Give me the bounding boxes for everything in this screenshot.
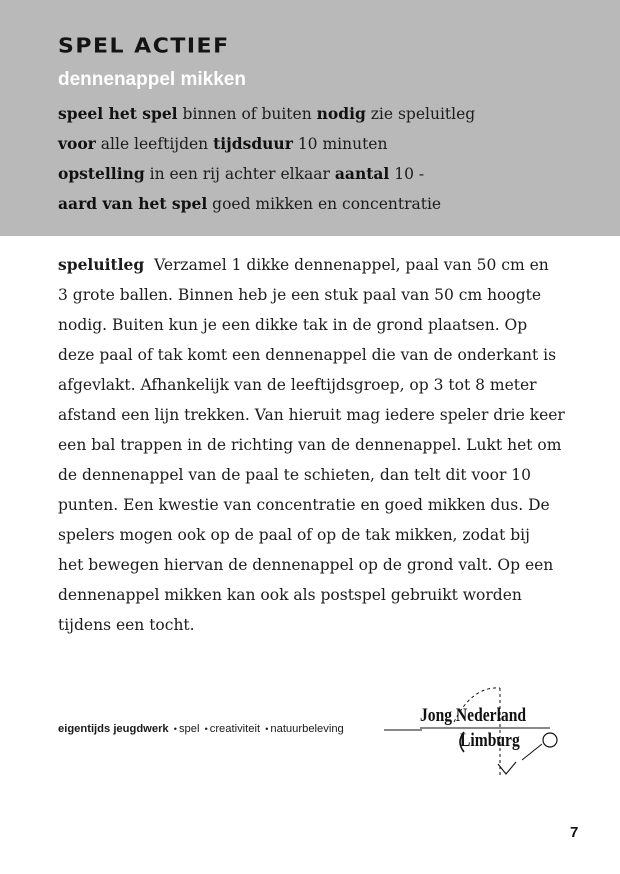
description-line: dennenappel mikken kan ook als postspel gebruikt worden bbox=[58, 586, 522, 604]
description-line: tijdens een tocht. bbox=[58, 616, 195, 634]
info-label: voor bbox=[58, 134, 96, 153]
info-label: opstelling bbox=[58, 164, 145, 183]
description-line: afstand een lijn trekken. Van hieruit mag iedere speler drie keer bbox=[58, 406, 565, 424]
info-row-3 bbox=[58, 164, 424, 183]
description-line: deze paal of tak komt een dennenappel die van de onderkant is bbox=[58, 346, 557, 364]
logo-text-limburg: Limburg bbox=[460, 730, 520, 751]
info-value: alle leeftijden bbox=[100, 135, 209, 153]
description-line: de dennenappel van de paal te schieten, dan telt dit voor 10 bbox=[58, 466, 532, 484]
info-value: zie speluitleg bbox=[370, 105, 476, 123]
game-description bbox=[58, 250, 570, 640]
jong-nederland-limburg-logo bbox=[382, 682, 572, 786]
info-value: goed mikken en concentratie bbox=[212, 195, 442, 213]
logo-text-jong-nederland: Jong Nederland bbox=[420, 705, 527, 726]
game-name: dennenappel mikken bbox=[58, 69, 246, 90]
footer-tagline bbox=[58, 723, 344, 735]
info-row-2 bbox=[58, 134, 387, 153]
info-value: in een rij achter elkaar bbox=[149, 165, 330, 183]
info-value: 10 - bbox=[394, 165, 425, 183]
section-title: SPEL ACTIEF bbox=[58, 35, 230, 58]
info-label: tijdsduur bbox=[213, 134, 293, 153]
tagline-item: natuurbeleving bbox=[270, 723, 344, 735]
bullet-separator: • bbox=[173, 724, 177, 734]
info-label: aantal bbox=[334, 164, 390, 183]
description-line: spelers mogen ook op de paal of op de tak mikken, zodat bij bbox=[58, 526, 530, 544]
info-row-1 bbox=[58, 104, 475, 123]
info-label: speel het spel bbox=[58, 104, 178, 123]
description-line: een bal trappen in de richting van de dennenappel. Lukt het om bbox=[58, 436, 562, 454]
info-value: 10 minuten bbox=[297, 135, 388, 153]
description-label: speluitleg bbox=[58, 255, 145, 274]
description-line: punten. Een kwestie van concentratie en goed mikken dus. De bbox=[58, 496, 550, 514]
description-line: afgevlakt. Afhankelijk van de leeftijdsgroep, op 3 tot 8 meter bbox=[58, 376, 537, 394]
page-number: 7 bbox=[570, 824, 579, 841]
tagline-bold: eigentijds jeugdwerk bbox=[58, 723, 169, 735]
info-label: aard van het spel bbox=[58, 194, 208, 213]
description-line: speluitleg Verzamel 1 dikke dennenappel, paal van 50 cm en bbox=[58, 255, 549, 274]
tagline-item: creativiteit bbox=[209, 723, 261, 735]
description-line: nodig. Buiten kun je een dikke tak in de grond plaatsen. Op bbox=[58, 316, 528, 334]
info-row-4 bbox=[58, 194, 441, 213]
bullet-separator: • bbox=[204, 724, 208, 734]
header-band bbox=[0, 0, 620, 236]
description-line: 3 grote ballen. Binnen heb je een stuk paal van 50 cm hoogte bbox=[58, 286, 542, 304]
bullet-separator: • bbox=[265, 724, 269, 734]
tagline-item: spel bbox=[178, 723, 200, 735]
description-line: het bewegen hiervan de dennenappel op de grond valt. Op een bbox=[58, 556, 554, 574]
info-value: binnen of buiten bbox=[182, 105, 312, 123]
info-label: nodig bbox=[316, 104, 366, 123]
